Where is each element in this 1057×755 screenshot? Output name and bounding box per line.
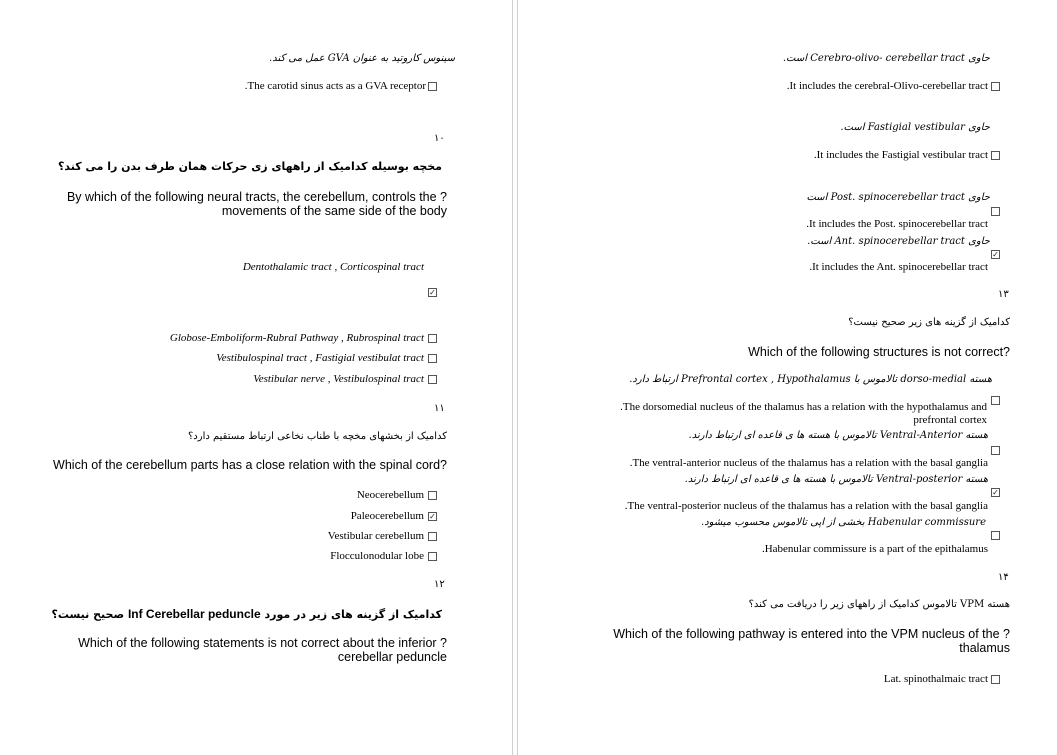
q10-option-4: Vestibular nerve , Vestibulospinal tract [253, 373, 424, 385]
q13-option-1-fa: هسته dorso-medial تالاموس با Prefrontal cortex , Hypothalamus ارتباط دارد. [629, 374, 992, 385]
question-12-en: Which of the following statements is not correct about the inferior ? cerebellar peduncle [78, 636, 447, 664]
q10-checkbox-3[interactable] [428, 354, 437, 363]
q14-option-1: Lat. spinothalmaic tract [883, 673, 988, 685]
q13-option-3-fa: هسته Ventral-posterior تالاموس با هسته ها ی قاعده ای ارتباط دارند. [684, 474, 988, 485]
q10-option-3: Vestibulospinal tract , Fastigial vestibulat tract [216, 352, 424, 364]
answer-2-en: .It includes the Fastigial vestibular tract [813, 149, 988, 161]
q11-checkbox-2[interactable]: ✓ [429, 512, 436, 521]
checkbox-answer-3[interactable] [991, 207, 1000, 216]
question-13-en: Which of the following structures is not correct? [748, 345, 1010, 359]
answer-3-fa: حاوی Post. spinocerebellar tract است [806, 192, 990, 203]
checkbox-answer-1[interactable] [991, 82, 1000, 91]
checkbox-answer-4[interactable]: ✓ [992, 250, 999, 259]
q13-option-4-en: .Habenular commissure is a part of the epithalamus [761, 543, 988, 555]
right-page [517, 0, 1057, 755]
question-14-number: ۱۴ [998, 572, 1009, 583]
q11-option-3: Vestibular cerebellum [327, 530, 424, 542]
carotid-en-text: .The carotid sinus acts as a GVA receptor [244, 80, 426, 92]
q11-checkbox-3[interactable] [428, 532, 437, 541]
q11-option-1: Neocerebellum [356, 489, 424, 501]
question-14-en: Which of the following pathway is entered into the VPM nucleus of the ? thalamus [613, 627, 1010, 655]
question-12-fa [51, 607, 442, 621]
q11-checkbox-4[interactable] [428, 552, 437, 561]
q13-option-1-en: .The dorsomedial nucleus of the thalamus has a relation with the hypothalamus and prefrontal cortex [620, 401, 987, 426]
q14-checkbox-1[interactable] [991, 675, 1000, 684]
question-10-en: By which of the following neural tracts, the cerebellum, controls the ? movements of the same side of the body [66, 190, 447, 218]
q10-checkbox-2[interactable] [428, 334, 437, 343]
question-11-fa: کدامیک از بخشهای مخچه با طناب نخاعی ارتباط مستقیم دارد؟ [187, 431, 447, 442]
q13-option-4-fa: Habenular commissure بخشی از اپی تالاموس محسوب میشود. [701, 517, 986, 528]
answer-1-en: .It includes the cerebral-Olivo-cerebellar tract [786, 80, 988, 92]
question-13-fa: کدامیک از گزینه های زیر صحیح نیست؟ [848, 317, 1010, 328]
question-12-fa-post: صحیح نیست؟ [51, 608, 125, 621]
question-12-fa-pre: کدامیک از گزینه های زیر در مورد [264, 608, 442, 621]
checkbox-answer-2[interactable] [991, 151, 1000, 160]
q10-option-2: Globose-Emboliform-Rubral Pathway , Rubrospinal tract [169, 332, 424, 344]
q10-checkbox-1[interactable]: ✓ [429, 288, 436, 297]
q13-checkbox-1[interactable] [991, 396, 1000, 405]
q13-checkbox-4[interactable] [991, 531, 1000, 540]
q13-checkbox-2[interactable] [991, 446, 1000, 455]
q13-option-2-fa: هسته Ventral-Anterior تالاموس با هسته ها ی قاعده ای ارتباط دارند. [688, 430, 988, 441]
q10-option-1: Dentothalamic tract , Corticospinal tract [242, 261, 424, 273]
question-12-number: ۱۲ [434, 579, 445, 590]
question-11-en: Which of the cerebellum parts has a close relation with the spinal cord? [53, 458, 447, 472]
question-13-number: ۱۳ [998, 289, 1009, 300]
q11-option-2: Paleocerebellum [350, 510, 424, 522]
question-14-fa: هسته VPM تالاموس کدامیک از راههای زیر را دریافت می کند؟ [748, 599, 1010, 610]
q11-checkbox-1[interactable] [428, 491, 437, 500]
answer-4-en: .It includes the Ant. spinocerebellar tract [809, 261, 988, 273]
q10-checkbox-4[interactable] [428, 375, 437, 384]
q13-option-3-en: .The ventral-posterior nucleus of the thalamus has a relation with the basal ganglia [624, 500, 988, 512]
answer-3-en: .It includes the Post. spinocerebellar tract [806, 218, 988, 230]
question-11-number: ۱۱ [434, 403, 445, 414]
checkbox-carotid[interactable] [428, 82, 437, 91]
answer-2-fa: حاوی Fastigial vestibular است. [840, 122, 990, 133]
q13-option-2-en: .The ventral-anterior nucleus of the thalamus has a relation with the basal ganglia [629, 457, 988, 469]
answer-1-fa: حاوی Cerebro-olivo- cerebellar tract است. [782, 53, 990, 64]
answer-4-fa: حاوی Ant. spinocerebellar tract است. [807, 236, 990, 247]
q13-checkbox-3[interactable]: ✓ [992, 488, 999, 497]
left-page [0, 0, 513, 755]
question-10-fa: مخچه بوسیله کدامیک از راههای زی حرکات همان طرف بدن را می کند؟ [58, 160, 442, 173]
question-12-fa-bold: Inf Cerebellar peduncle [127, 607, 261, 621]
q11-option-4: Flocculonodular lobe [330, 550, 424, 562]
question-10-number: ۱۰ [434, 133, 445, 144]
carotid-fa-text: سینوس کاروتید به عنوان GVA عمل می کند. [269, 53, 455, 64]
